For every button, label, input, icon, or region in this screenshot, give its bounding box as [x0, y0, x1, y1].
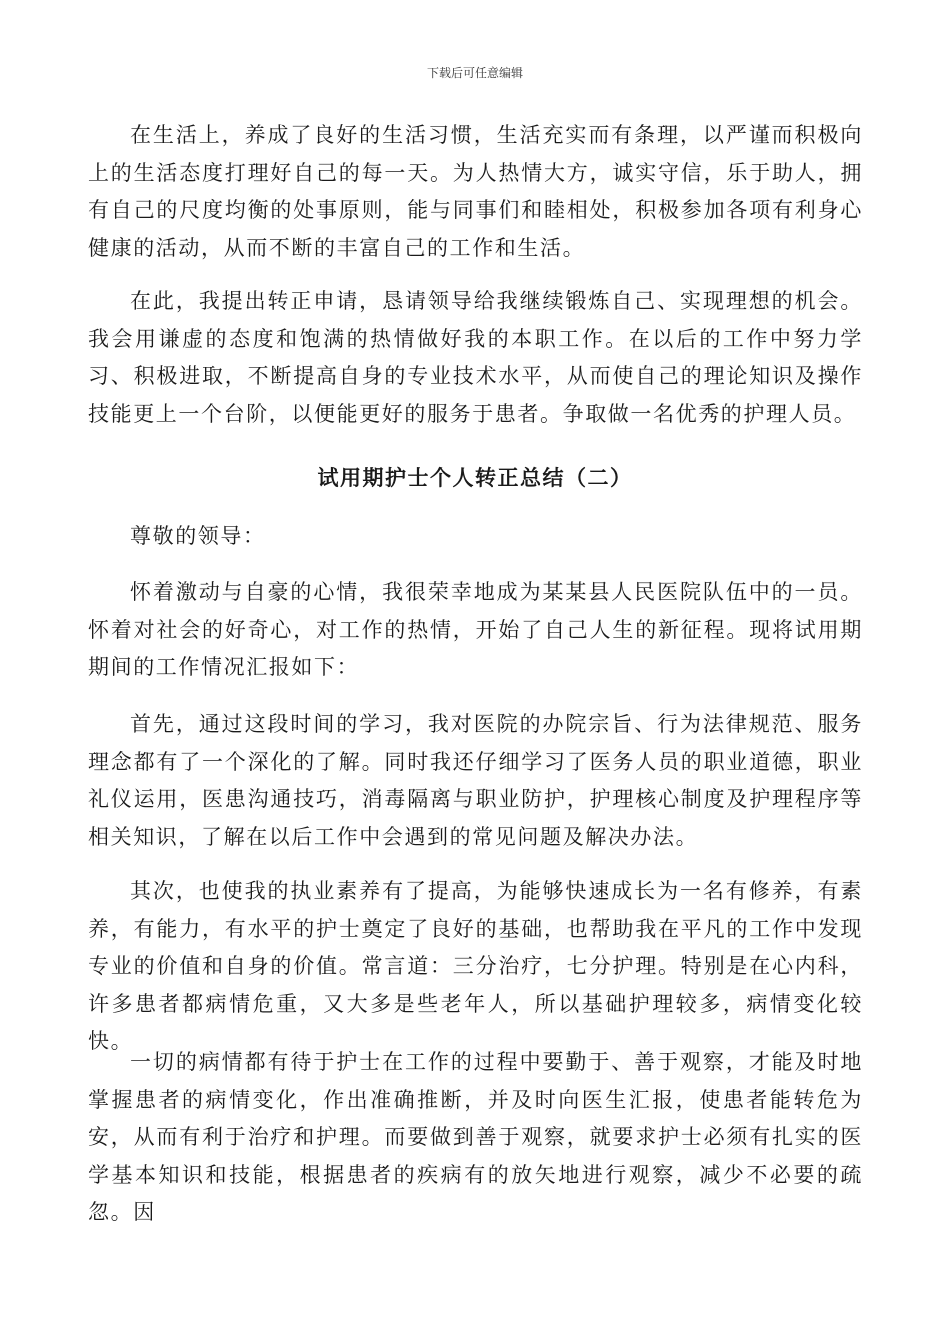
- paragraph-observation: 一切的病情都有待于护士在工作的过程中要勤于、善于观察，才能及时地掌握患者的病情变化，作出准确推断，并及时向医生汇报，使患者能转危为安，从而有利于治疗和护理。而要做到善于观察，就要求护士必须有扎实的医学基本知识和技能，根据患者的疾病有的放矢地进行观察，减少不必要的疏忽。因: [88, 1050, 863, 1224]
- paragraph-application: 在此，我提出转正申请，恳请领导给我继续锻炼自己、实现理想的机会。我会用谦虚的态度和饱满的热情做好我的本职工作。在以后的工作中努力学习、积极进取，不断提高自身的专业技术水平，从而使自己的理论知识及操作技能更上一个台阶，以便能更好的服务于患者。争取做一名优秀的护理人员。: [88, 289, 863, 426]
- page-header: 下载后可任意编辑: [426, 66, 523, 80]
- paragraph-first: 首先，通过这段时间的学习，我对医院的办院宗旨、行为法律规范、服务理念都有了一个深化的了解。同时我还仔细学习了医务人员的职业道德，职业礼仪运用，医患沟通技巧，消毒隔离与职业防护，护理核心制度及护理程序等相关知识，了解在以后工作中会遇到的常见问题及解决办法。: [88, 712, 863, 849]
- paragraph-intro: 怀着激动与自豪的心情，我很荣幸地成为某某县人民医院队伍中的一员。怀着对社会的好奇心，对工作的热情，开始了自己人生的新征程。现将试用期期间的工作情况汇报如下：: [88, 580, 863, 679]
- greeting: 尊敬的领导：: [130, 524, 266, 548]
- section-title: 试用期护士个人转正总结（二）: [317, 466, 633, 490]
- paragraph-second: 其次，也使我的执业素养有了提高，为能够快速成长为一名有修养，有素养，有能力，有水平的护士奠定了良好的基础，也帮助我在平凡的工作中发现专业的价值和自身的价值。常言道：三分治疗，七分护理。特别是在心内科，许多患者都病情危重，又大多是些老年人，所以基础护理较多，病情变化较快。: [88, 879, 863, 1053]
- paragraph-life: 在生活上，养成了良好的生活习惯，生活充实而有条理，以严谨而积极向上的生活态度打理好自己的每一天。为人热情大方，诚实守信，乐于助人，拥有自己的尺度均衡的处事原则，能与同事们和睦相处，积极参加各项有利身心健康的活动，从而不断的丰富自己的工作和生活。: [88, 123, 863, 260]
